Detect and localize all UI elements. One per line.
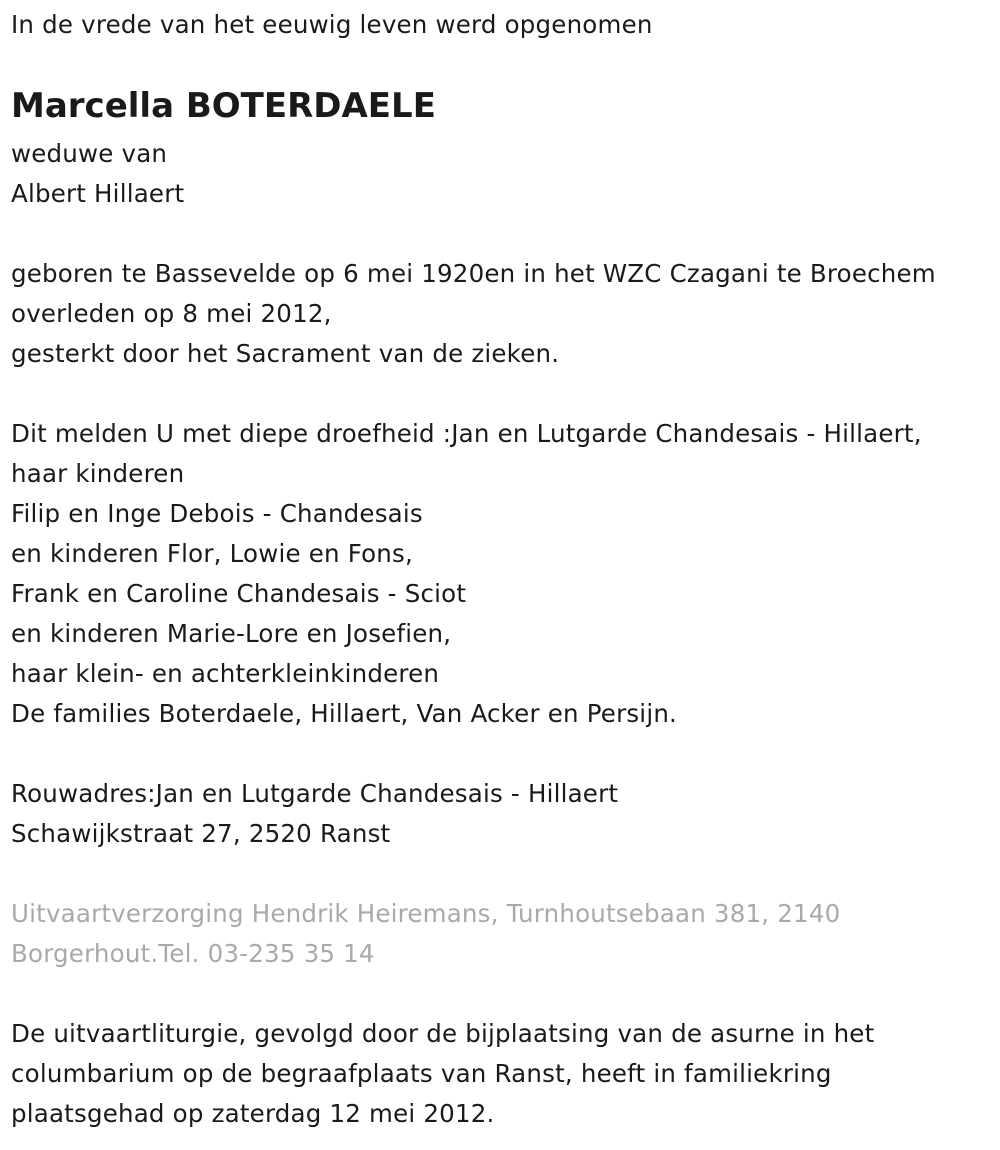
liturgy-line: De uitvaartliturgie, gevolgd door de bijplaatsing van de asurne in het xyxy=(11,1019,875,1048)
birth-line: geboren te Bassevelde op 6 mei 1920en in het WZC Czagani te Broechem xyxy=(11,259,936,288)
street-address: Schawijkstraat 27, 2520 Ranst xyxy=(11,819,391,848)
liturgy-line: plaatsgehad op zaterdag 12 mei 2012. xyxy=(11,1099,495,1128)
family-line: Dit melden U met diepe droefheid :Jan en Lutgarde Chandesais - Hillaert, xyxy=(11,419,922,448)
family-line: en kinderen Marie-Lore en Josefien, xyxy=(11,619,452,648)
family-line: De families Boterdaele, Hillaert, Van Acker en Persijn. xyxy=(11,699,678,728)
family-line: haar kinderen xyxy=(11,459,185,488)
deceased-name: Marcella BOTERDAELE xyxy=(11,86,436,126)
family-line: Filip en Inge Debois - Chandesais xyxy=(11,499,423,528)
funeral-home-line: Borgerhout.Tel. 03-235 35 14 xyxy=(11,939,375,968)
death-line: overleden op 8 mei 2012, xyxy=(11,299,332,328)
family-line: en kinderen Flor, Lowie en Fons, xyxy=(11,539,413,568)
spouse-name: Albert Hillaert xyxy=(11,179,185,208)
liturgy-line: columbarium op de begraafplaats van Ranst, heeft in familiekring xyxy=(11,1059,832,1088)
mourning-address: Rouwadres:Jan en Lutgarde Chandesais - Hillaert xyxy=(11,779,619,808)
funeral-home-line: Uitvaartverzorging Hendrik Heiremans, Turnhoutsebaan 381, 2140 xyxy=(11,899,841,928)
intro-text: In de vrede van het eeuwig leven werd opgenomen xyxy=(11,10,653,39)
family-line: Frank en Caroline Chandesais - Sciot xyxy=(11,579,467,608)
spouse-relation: weduwe van xyxy=(11,139,168,168)
sacrament-line: gesterkt door het Sacrament van de zieken. xyxy=(11,339,560,368)
family-line: haar klein- en achterkleinkinderen xyxy=(11,659,440,688)
